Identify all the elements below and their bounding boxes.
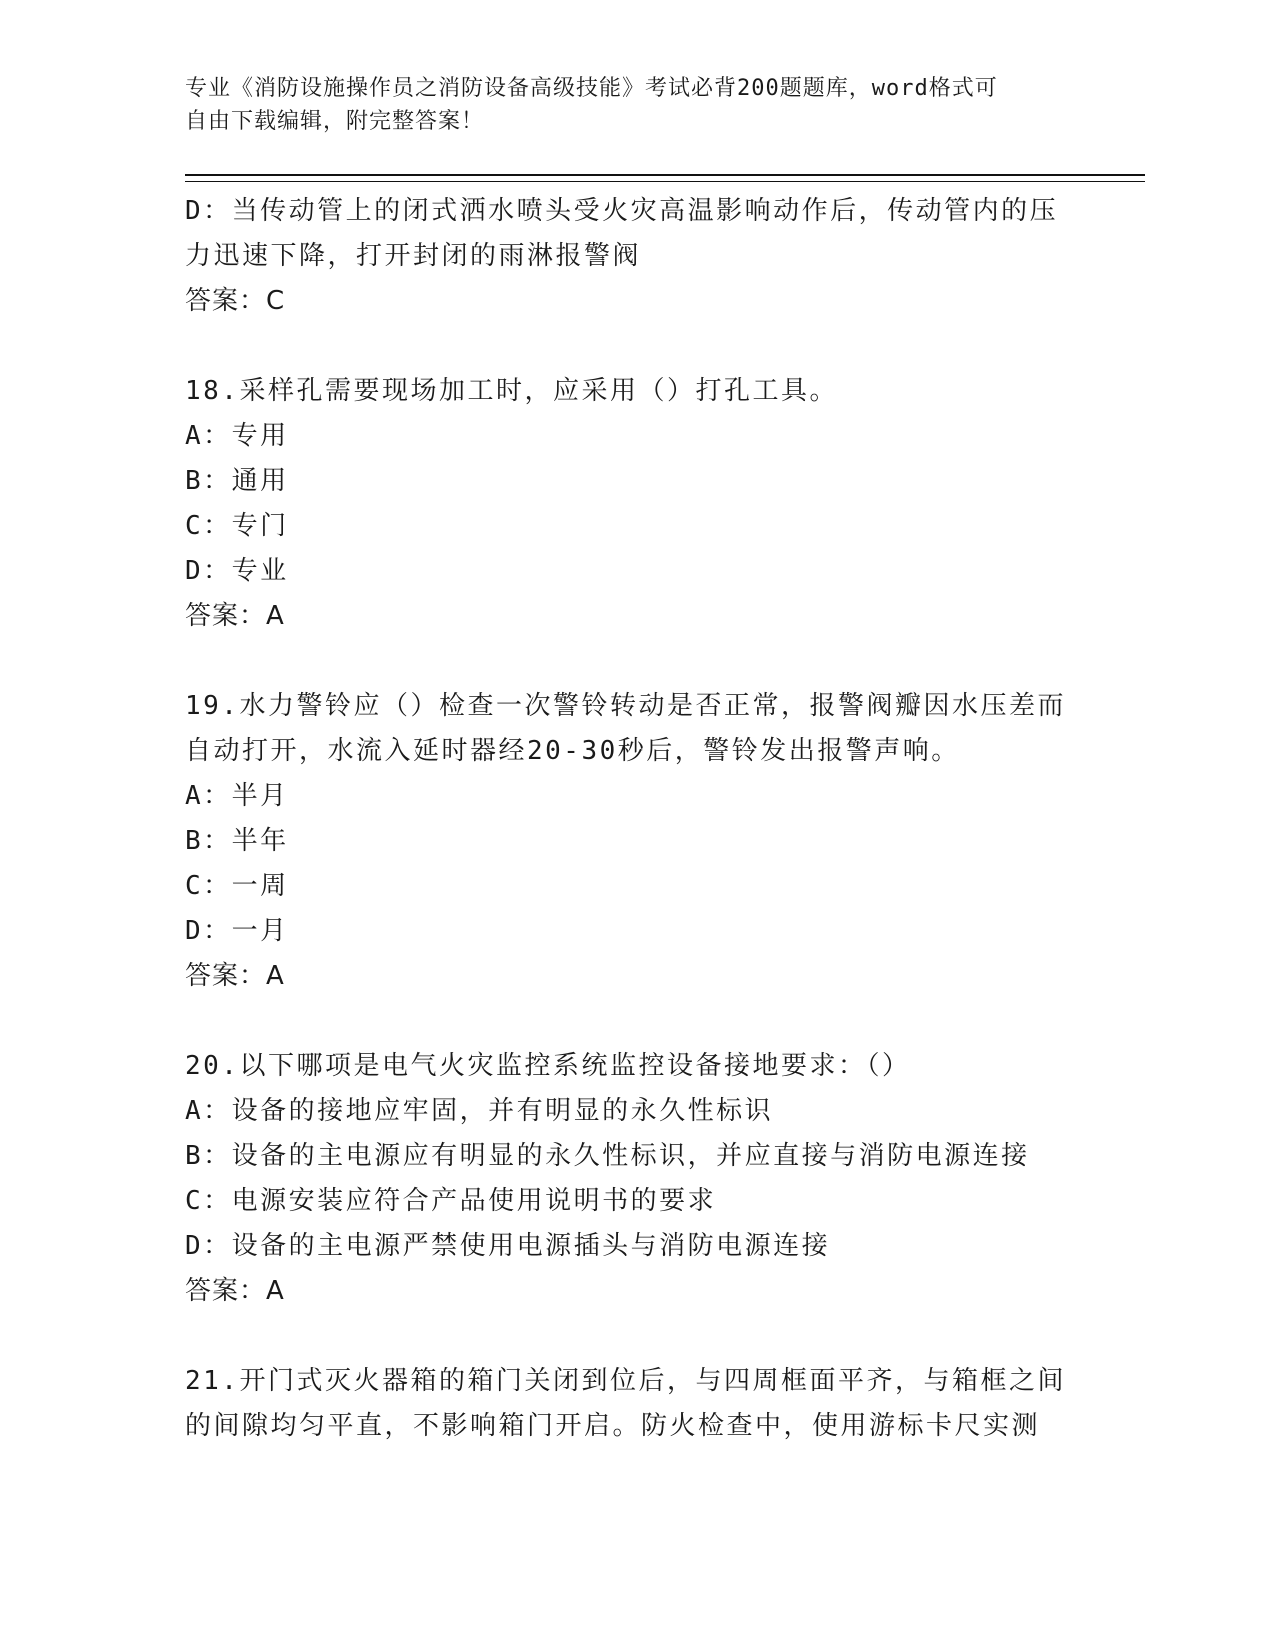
answer-line: 答案：A	[185, 601, 285, 631]
question-stem-line-2: 自动打开，水流入延时器经20-30秒后，警铃发出报警声响。	[185, 736, 960, 766]
question-20	[185, 1044, 1085, 1314]
option-d-line-2: 力迅速下降，打开封闭的雨淋报警阀	[185, 241, 642, 271]
answer-line: 答案：C	[185, 286, 286, 316]
spacer	[185, 639, 1085, 684]
header-line-1: 专业《消防设施操作员之消防设备高级技能》考试必背200题题库，word格式可	[185, 76, 998, 101]
option-b: B：通用	[185, 466, 289, 496]
option-d-line-1: D：当传动管上的闭式洒水喷头受火灾高温影响动作后，传动管内的压	[185, 196, 1059, 226]
option-c: C：专门	[185, 511, 289, 541]
spacer	[185, 1314, 1085, 1359]
option-c: C：电源安装应符合产品使用说明书的要求	[185, 1186, 717, 1216]
option-a: A：半月	[185, 781, 289, 811]
answer-line: 答案：A	[185, 961, 285, 991]
option-b: B：设备的主电源应有明显的永久性标识，并应直接与消防电源连接	[185, 1141, 1030, 1171]
option-a: A：设备的接地应牢固，并有明显的永久性标识	[185, 1096, 774, 1126]
header-line-2: 自由下载编辑，附完整答案！	[185, 109, 485, 134]
question-content	[185, 189, 1085, 1449]
header-divider-thin	[185, 181, 1145, 182]
question-stem-line-2: 的间隙均匀平直，不影响箱门开启。防火检查中，使用游标卡尺实测	[185, 1411, 1041, 1441]
question-19	[185, 684, 1085, 999]
question-stem: 18.采样孔需要现场加工时，应采用（）打孔工具。	[185, 376, 838, 406]
option-d: D：专业	[185, 556, 289, 586]
option-a: A：专用	[185, 421, 289, 451]
option-b: B：半年	[185, 826, 289, 856]
option-d: D：一月	[185, 916, 289, 946]
answer-line: 答案：A	[185, 1276, 285, 1306]
spacer	[185, 324, 1085, 369]
question-stem: 20.以下哪项是电气火灾监控系统监控设备接地要求：（）	[185, 1051, 911, 1081]
document-header	[185, 72, 1055, 138]
option-d: D：设备的主电源严禁使用电源插头与消防电源连接	[185, 1231, 831, 1261]
option-c: C：一周	[185, 871, 289, 901]
question-stem-line-1: 21.开门式灭火器箱的箱门关闭到位后，与四周框面平齐，与箱框之间	[185, 1366, 1066, 1396]
spacer	[185, 999, 1085, 1044]
question-18	[185, 369, 1085, 639]
question-17-tail	[185, 189, 1085, 324]
question-stem-line-1: 19.水力警铃应（）检查一次警铃转动是否正常，报警阀瓣因水压差而	[185, 691, 1066, 721]
header-divider-thick	[185, 174, 1145, 176]
question-21	[185, 1359, 1085, 1449]
